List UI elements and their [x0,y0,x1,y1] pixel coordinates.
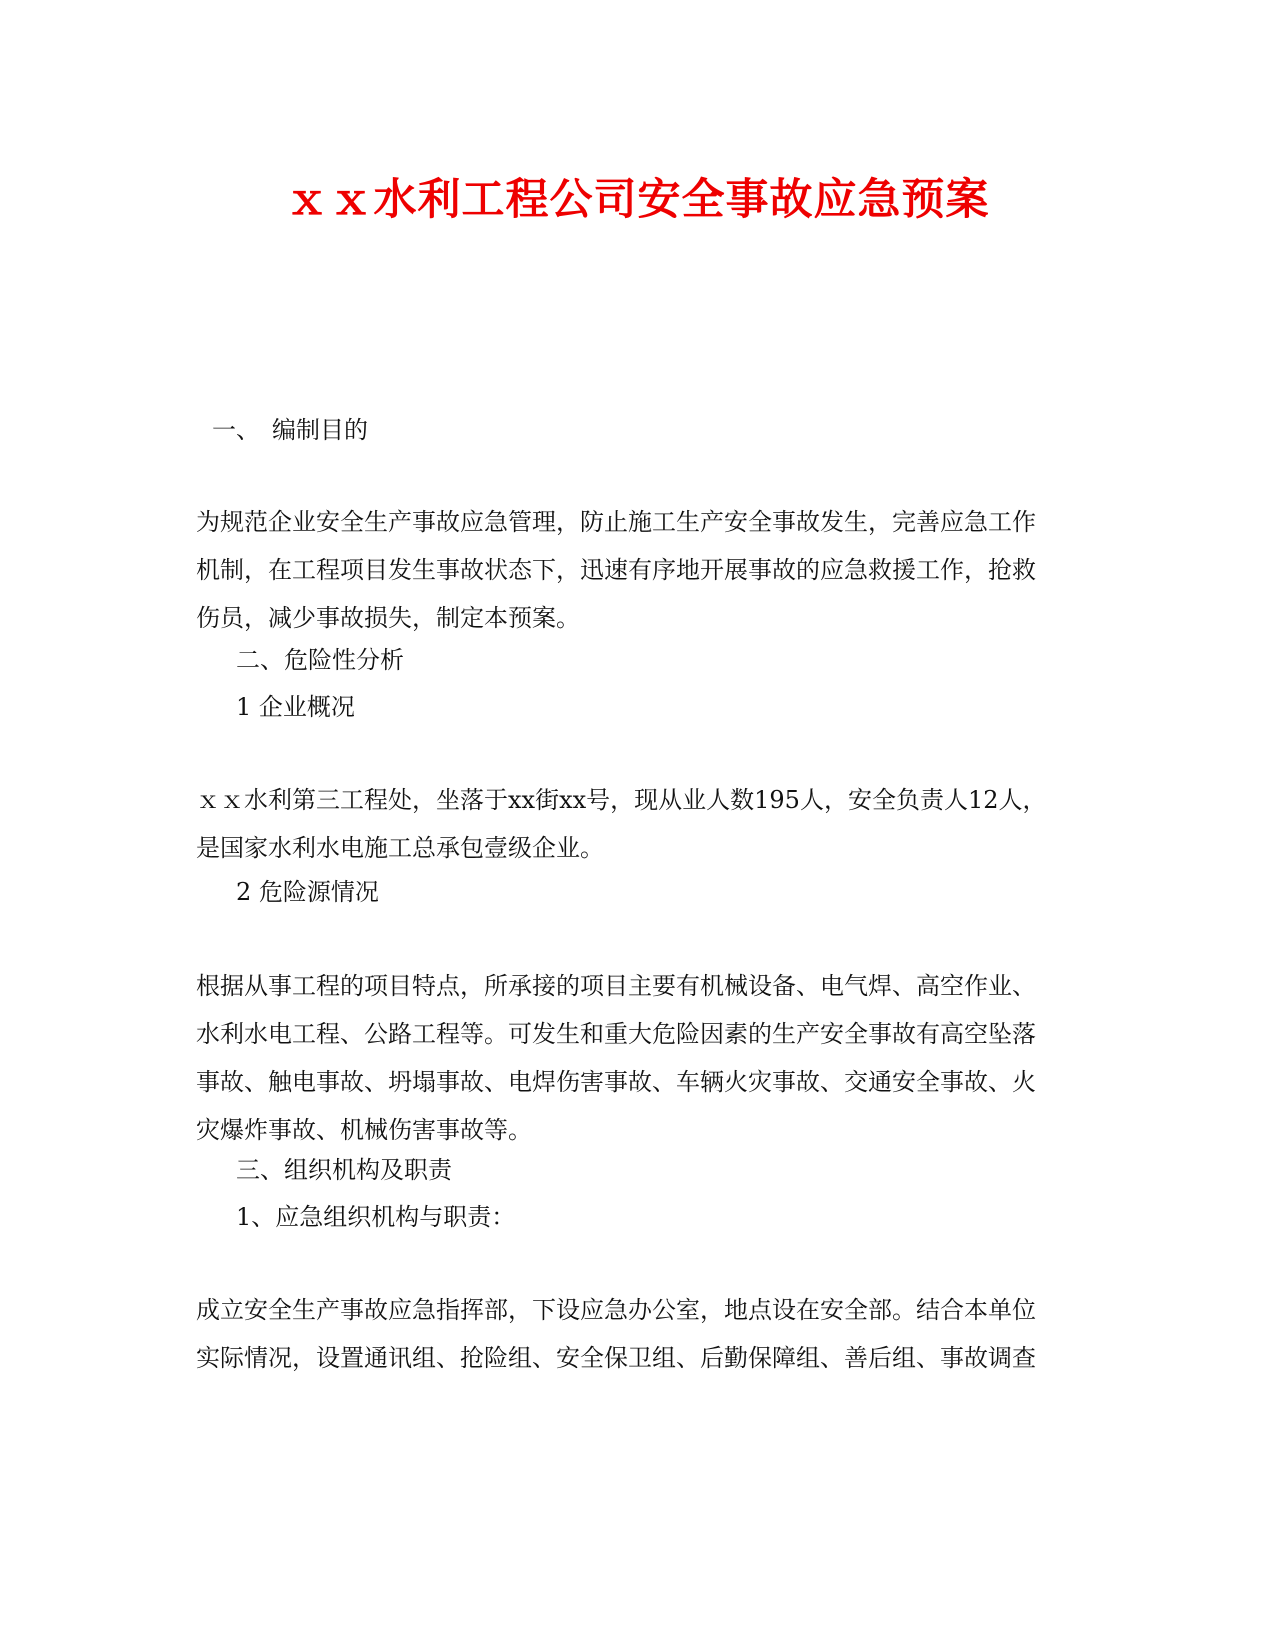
paragraph-hazard-sources [196,962,1076,1154]
paragraph-line: 根据从事工程的项目特点，所承接的项目主要有机械设备、电气焊、高空作业、 [196,972,1036,1000]
section-heading-hazard-analysis: 二、危险性分析 [236,646,404,674]
paragraph-line: 实际情况，设置通讯组、抢险组、安全保卫组、后勤保障组、善后组、事故调查 [196,1344,1036,1372]
paragraph-line: 成立安全生产事故应急指挥部，下设应急办公室，地点设在安全部。结合本单位 [196,1296,1036,1324]
section-heading-purpose: 一、 编制目的 [212,416,368,444]
subheading-hazard-sources: 2 危险源情况 [236,878,379,906]
subheading-company-overview: 1 企业概况 [236,693,355,721]
paragraph-organization [196,1286,1076,1382]
paragraph-line: 机制，在工程项目发生事故状态下，迅速有序地开展事故的应急救援工作，抢救 [196,556,1036,584]
paragraph-line: 为规范企业安全生产事故应急管理，防止施工生产安全事故发生，完善应急工作 [196,508,1036,536]
paragraph-line: ｘｘ水利第三工程处，坐落于xx街xx号，现从业人数195人，安全负责人12人， [196,786,1047,814]
document-title: ｘｘ水利工程公司安全事故应急预案 [285,175,990,225]
paragraph-purpose [196,498,1076,642]
paragraph-company-overview [196,776,1076,872]
paragraph-line: 水利水电工程、公路工程等。可发生和重大危险因素的生产安全事故有高空坠落 [196,1020,1036,1048]
paragraph-line: 灾爆炸事故、机械伤害事故等。 [196,1116,532,1144]
paragraph-line: 是国家水利水电施工总承包壹级企业。 [196,834,604,862]
section-heading-organization: 三、组织机构及职责 [236,1156,452,1184]
subheading-emergency-organization: 1、应急组织机构与职责： [236,1203,516,1231]
paragraph-line: 事故、触电事故、坍塌事故、电焊伤害事故、车辆火灾事故、交通安全事故、火 [196,1068,1036,1096]
paragraph-line: 伤员，减少事故损失，制定本预案。 [196,604,580,632]
